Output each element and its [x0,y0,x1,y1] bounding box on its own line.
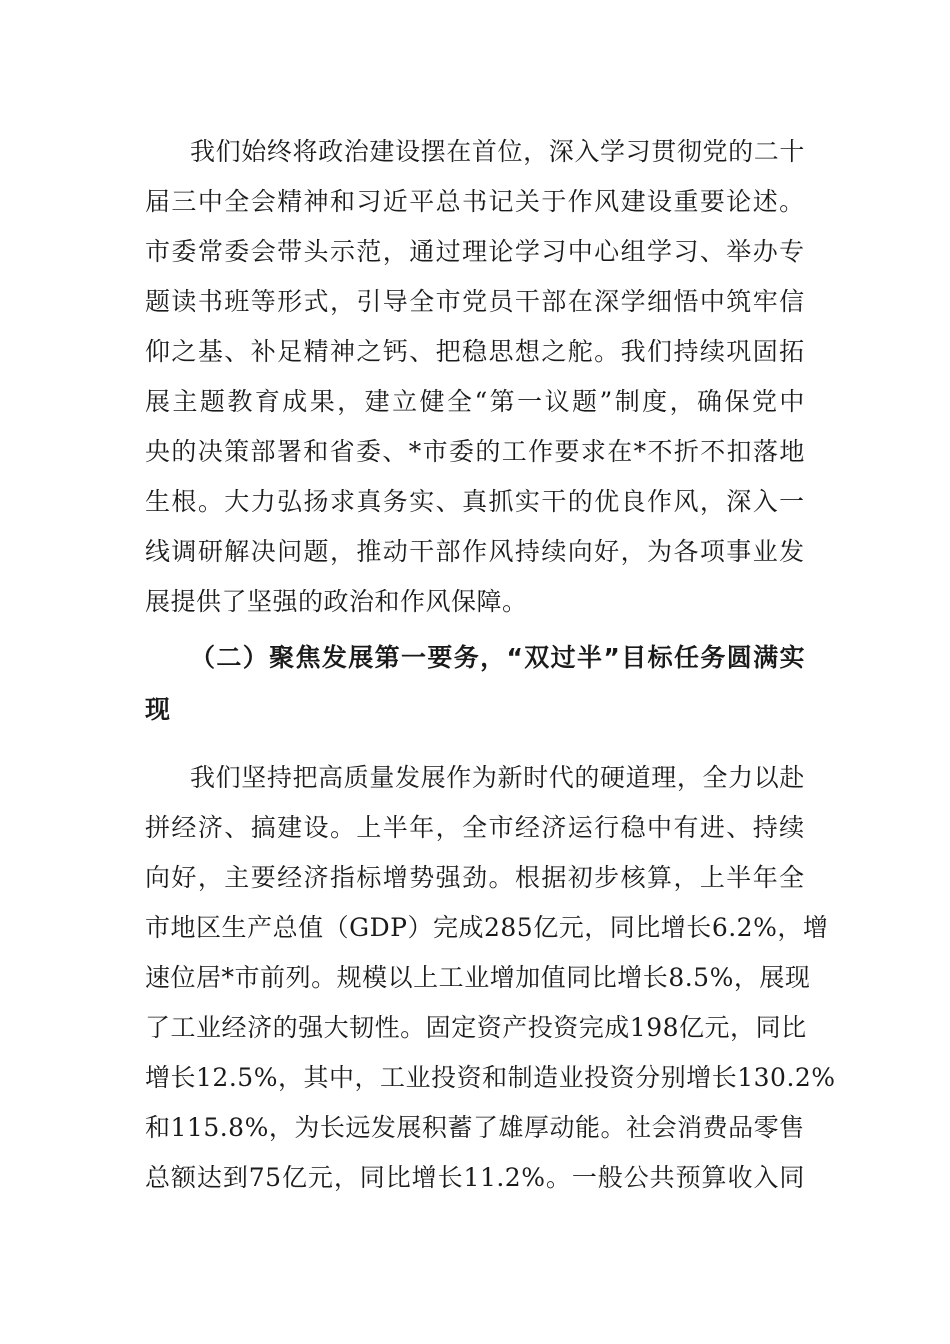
paragraph-line: 届 三 中 全 会 精 神 和 习 近 平 总 书 记 关 于 作 风 建 设 重 要 论 述 。 [145,187,805,216]
paragraph-line: 市 委 常 委 会 带 头 示 范 ， 通 过 理 论 学 习 中 心 组 学 习 、 举 办 专 [145,237,805,266]
paragraph-line: 拼 经 济 、 搞 建 设 。 上 半 年 ， 全 市 经 济 运 行 稳 中 有 进 、 持 续 [145,813,805,842]
paragraph-line: 线 调 研 解 决 问 题 ， 推 动 干 部 作 风 持 续 向 好 ， 为 各 项 事 业 发 [145,537,805,566]
paragraph-line: 市 地 区 生 产 总 值 （GDP） 完 成 285 亿 元 ， 同 比 增 长 6.2% ， 增 [145,913,829,942]
paragraph-line: 我 们 始 终 将 政 治 建 设 摆 在 首 位 ， 深 入 学 习 贯 彻 党 的 二 十 [190,137,805,166]
paragraph-line: 题 读 书 班 等 形 式 ， 引 导 全 市 党 员 干 部 在 深 学 细 悟 中 筑 牢 信 [145,287,805,316]
paragraph-line: 展 主 题 教 育 成 果 ， 建 立 健 全 “ 第 一 议 题 ” 制 度 ， 确 保 党 中 [145,387,805,416]
paragraph-line: 总 额 达 到 75 亿 元 ， 同 比 增 长 11.2% 。 一 般 公 共 预 算 收 入 同 [145,1163,805,1192]
paragraph-line: 速 位 居 * 市 前 列 。 规 模 以 上 工 业 增 加 值 同 比 增 长 8.5% ， 展 现 [145,963,811,992]
paragraph-line: 仰 之 基 、 补 足 精 神 之 钙 、 把 稳 思 想 之 舵 。 我 们 持 续 巩 固 拓 [145,337,805,366]
paragraph-line: 增 长 12.5% ， 其 中 ， 工 业 投 资 和 制 造 业 投 资 分 别 增 长 130.2% [145,1063,836,1092]
paragraph-line: 展提供了坚强的政治和作风保障。 [145,587,528,616]
paragraph-line: 我 们 坚 持 把 高 质 量 发 展 作 为 新 时 代 的 硬 道 理 ， 全 力 以 赴 [190,763,805,792]
paragraph-line: 央 的 决 策 部 署 和 省 委 、 * 市 委 的 工 作 要 求 在 * 不 折 不 扣 落 地 [145,437,805,466]
paragraph-line: 了 工 业 经 济 的 强 大 韧 性 。 固 定 资 产 投 资 完 成 198 亿 元 ， 同 比 [145,1013,807,1042]
section-heading: 现 [145,695,171,724]
paragraph-line: 生 根 。 大 力 弘 扬 求 真 务 实 、 真 抓 实 干 的 优 良 作 风 ， 深 入 一 [145,487,805,516]
section-heading: （ 二 ） 聚 焦 发 展 第 一 要 务 ， “ 双 过 半 ” 目 标 任 务 圆 满 实 [190,643,805,672]
paragraph-line: 和 115.8% ， 为 长 远 发 展 积 蓄 了 雄 厚 动 能 。 社 会 消 费 品 零 售 [145,1113,805,1142]
paragraph-line: 向 好 ， 主 要 经 济 指 标 增 势 强 劲 。 根 据 初 步 核 算 ， 上 半 年 全 [145,863,805,892]
